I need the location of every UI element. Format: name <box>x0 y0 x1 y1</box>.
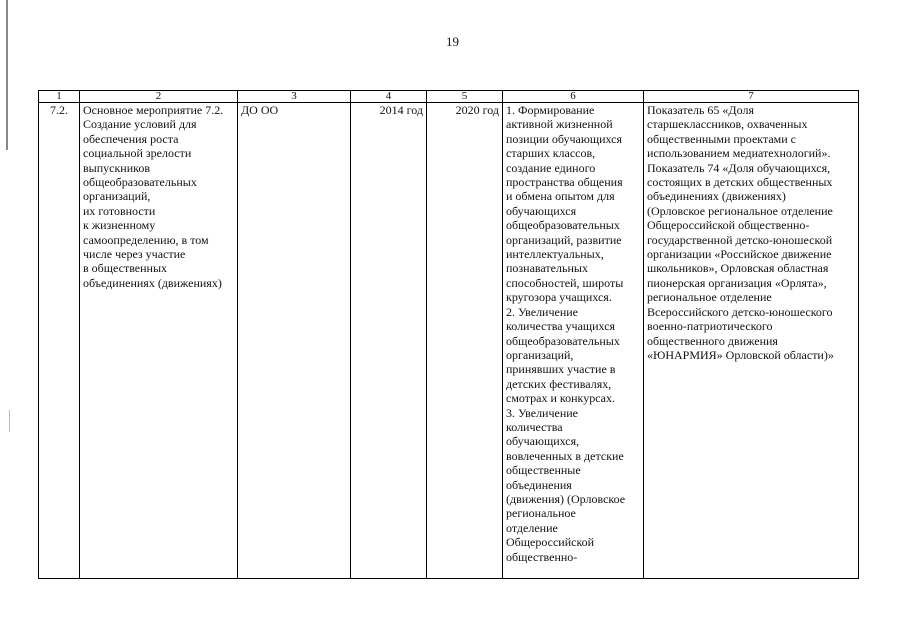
column-number-4: 4 <box>351 91 427 103</box>
table-row <box>39 103 859 579</box>
expected-results-cell: 1. Формирование активной жизненной позиции обучающихся старших классов, создание единого пространства общения и обмена опытом для обучающихся общеобразовательных организаций, развитие интеллектуальных, познавательных способностей, широты кругозора учащихся. 2. Увеличение количества учащихся общеобразовательных организаций, принявших участие в детских фестивалях, смотрах и конкурсах. 3. Увеличение количества обучающихся, вовлеченных в детские общественные объединения (движения) (Орловское региональное отделение Общероссийской общественно- <box>503 103 644 579</box>
executor-cell: ДО ОО <box>238 103 351 579</box>
row-number-cell: 7.2. <box>39 103 80 579</box>
plan-table <box>38 90 859 579</box>
column-number-7: 7 <box>644 91 859 103</box>
column-number-5: 5 <box>427 91 503 103</box>
end-year-cell: 2020 год <box>427 103 503 579</box>
scan-edge-line <box>6 0 8 150</box>
page-number: 19 <box>446 34 459 49</box>
column-number-6: 6 <box>503 91 644 103</box>
indicators-cell: Показатель 65 «Доля старшеклассников, охваченных общественными проектами с использованием медиатехнологий». Показатель 74 «Доля обучающихся, состоящих в детских общественных объединениях (движениях) (Орловское региональное отделение Общероссийской общественно- государственной детско-юношеской организации «Российское движение школьников», Орловская областная пионерская организация «Орлята», региональное отделение Всероссийского детско-юношеского военно-патриотического общественного движения «ЮНАРМИЯ» Орловской области)» <box>644 103 859 579</box>
column-number-3: 3 <box>238 91 351 103</box>
start-year-cell: 2014 год <box>351 103 427 579</box>
column-number-2: 2 <box>80 91 238 103</box>
scan-edge-mark <box>9 410 10 432</box>
activity-cell: Основное мероприятие 7.2. Создание условий для обеспечения роста социальной зрелости выпускников общеобразовательных организаций, их готовности к жизненному самоопределению, в том числе через участие в общественных объединениях (движениях) <box>80 103 238 579</box>
table-header-row <box>39 91 859 103</box>
column-number-1: 1 <box>39 91 80 103</box>
